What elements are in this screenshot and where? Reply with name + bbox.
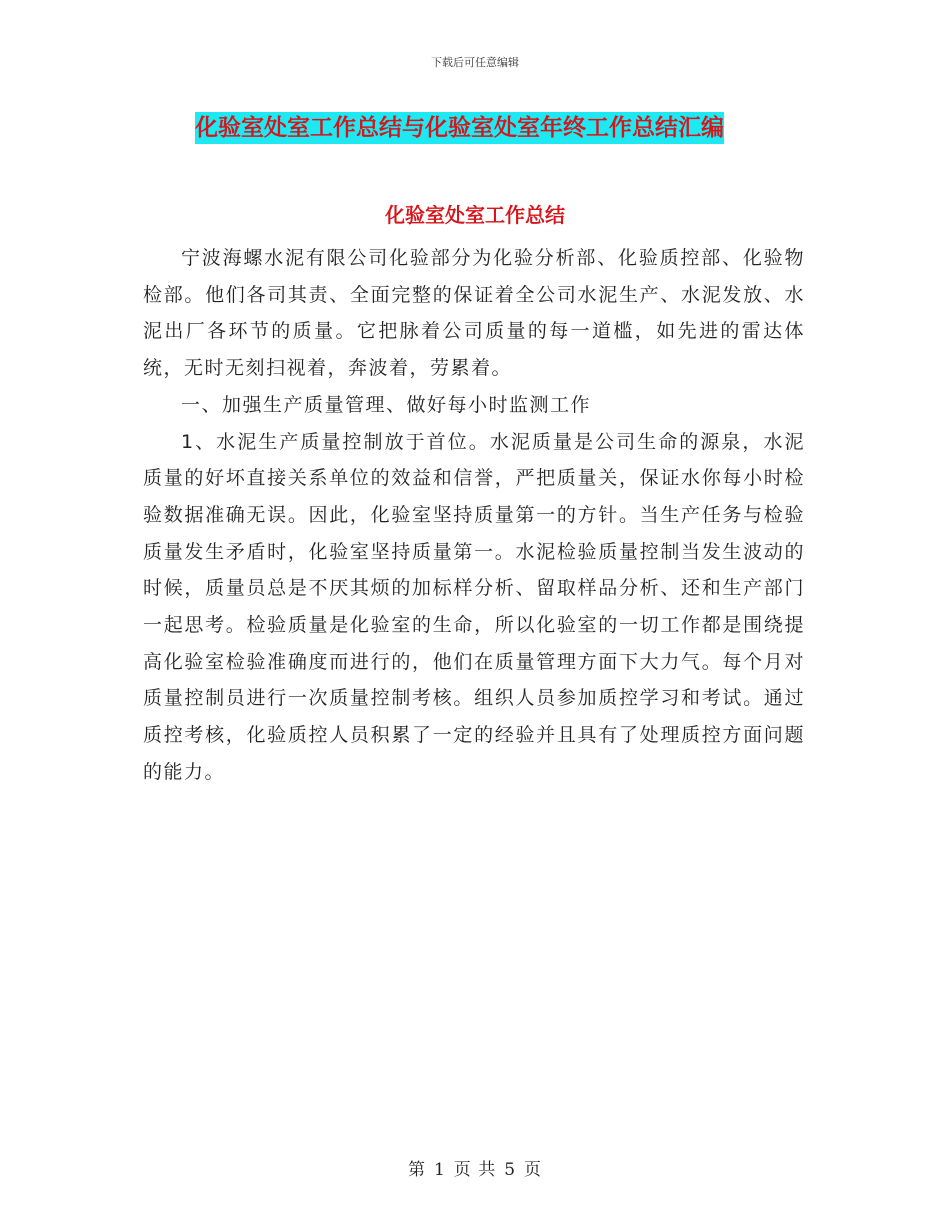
section-title: 化验室处室工作总结 — [385, 203, 565, 227]
main-title: 化验室处室工作总结与化验室处室年终工作总结汇编 — [195, 112, 724, 144]
page-footer — [0, 1155, 950, 1180]
paragraph-heading-1: 一、加强生产质量管理、做好每小时监测工作 — [181, 393, 592, 416]
footer-total-pages: 5 — [504, 1160, 517, 1180]
footer-current-page: 1 — [433, 1160, 446, 1180]
footer-prefix: 第 — [407, 1160, 426, 1180]
paragraph-intro: 宁波海螺水泥有限公司化验部分为化验分析部、化验质控部、化验物检部。他们各司其责、全面完整的保证着全公司水泥生产、水泥发放、水泥出厂各环节的质量。它把脉着公司质量的每一道槛，如先进的雷达体统，无时无刻扫视着，奔波着，劳累着。 — [143, 247, 805, 380]
body-text — [143, 240, 805, 791]
footer-suffix: 页 — [524, 1160, 543, 1180]
footer-middle: 页 共 — [453, 1160, 497, 1180]
main-title-container — [195, 112, 801, 144]
paragraph-quality-control: 1、水泥生产质量控制放于首位。水泥质量是公司生命的源泉，水泥质量的好坏直接关系单位的效益和信誉，严把质量关，保证水你每小时检验数据准确无误。因此，化验室坚持质量第一的方针。当生产任务与检验质量发生矛盾时，化验室坚持质量第一。水泥检验质量控制当发生波动的时候，质量员总是不厌其烦的加标样分析、留取样品分析、还和生产部门一起思考。检验质量是化验室的生命，所以化验室的一切工作都是围绕提高化验室检验准确度而进行的，他们在质量管理方面下大力气。每个月对质量控制员进行一次质量控制考核。组织人员参加质控学习和考试。通过质控考核，化验质控人员积累了一定的经验并且具有了处理质控方面问题的能力。 — [143, 430, 805, 783]
header-note: 下载后可任意编辑 — [431, 56, 519, 69]
